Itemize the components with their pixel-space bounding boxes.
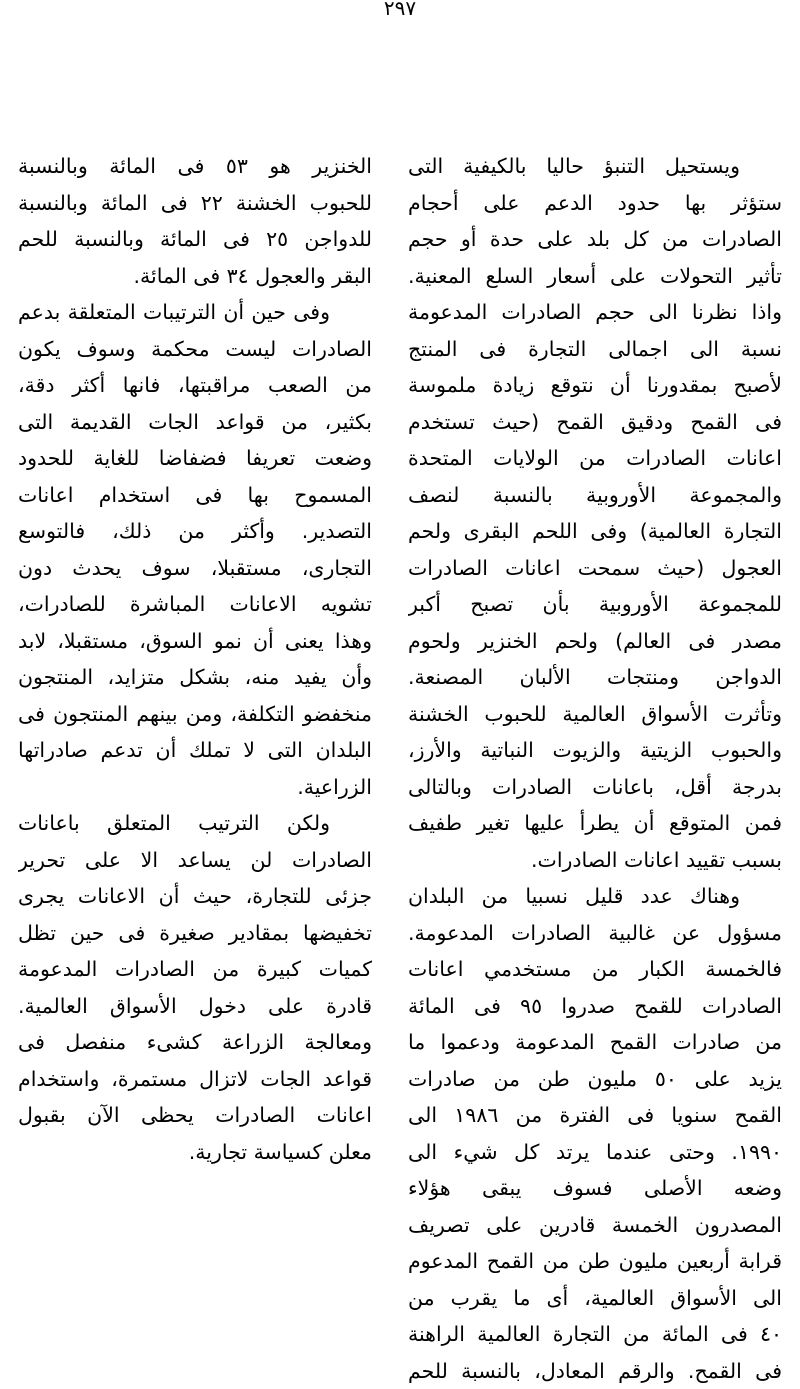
text-line: قادرة على دخول الأسواق العالمية. (18, 988, 372, 1025)
text-line: الصادرات للقمح صدروا ٩٥ فى المائة (408, 988, 782, 1025)
text-line: واذا نظرنا الى حجم الصادرات المدعومة (408, 294, 782, 331)
text-line: الصادرات من كل بلد على حدة أو حجم (408, 221, 782, 258)
text-line: معلن كسياسة تجارية. (18, 1134, 372, 1171)
text-line: ولكن الترتيب المتعلق باعانات (18, 805, 372, 842)
text-line: الصادرات ليست محكمة وسوف يكون (18, 331, 372, 368)
text-line: الدواجن ومنتجات الألبان المصنعة. (408, 659, 782, 696)
text-line: فالخمسة الكبار من مستخدمي اعانات (408, 951, 782, 988)
text-line: اعانات الصادرات يحظى الآن بقبول (18, 1097, 372, 1134)
text-line: الخنزير هو ٥٣ فى المائة وبالنسبة (18, 148, 372, 185)
text-line: وتأثرت الأسواق العالمية للحبوب الخشنة (408, 696, 782, 733)
text-line: كميات كبيرة من الصادرات المدعومة (18, 951, 372, 988)
page-number: ٢٩٧ (0, 0, 800, 20)
text-line: للدواجن ٢٥ فى المائة وبالنسبة للحم (18, 221, 372, 258)
text-line: وفى حين أن الترتيبات المتعلقة بدعم (18, 294, 372, 331)
text-line: قرابة أربعين مليون طن من القمح المدعوم (408, 1243, 782, 1280)
text-line: ومعالجة الزراعة كشىء منفصل فى (18, 1024, 372, 1061)
text-line: للحبوب الخشنة ٢٢ فى المائة وبالنسبة (18, 185, 372, 222)
text-line: المصدرون الخمسة قادرين على تصريف (408, 1207, 782, 1244)
text-line: يزيد على ٥٠ مليون طن من صادرات (408, 1061, 782, 1098)
text-line: ١٩٩٠. وحتى عندما يرتد كل شيء الى (408, 1134, 782, 1171)
text-line: تشويه الاعانات المباشرة للصادرات، (18, 586, 372, 623)
text-line: ويستحيل التنبؤ حاليا بالكيفية التى (408, 148, 782, 185)
text-line: الى الأسواق العالمية، أى ما يقرب من (408, 1280, 782, 1317)
text-line: فى القمح. والرقم المعادل، بالنسبة للحم (408, 1353, 782, 1389)
text-line: وضعت تعريفا فضفاضا للغاية للحدود (18, 440, 372, 477)
text-line: العجول (حيث سمحت اعانات الصادرات (408, 550, 782, 587)
text-line: والمجموعة الأوروبية بالنسبة لنصف (408, 477, 782, 514)
text-line: البلدان التى لا تملك أن تدعم صادراتها (18, 732, 372, 769)
text-line: اعانات الصادرات من الولايات المتحدة (408, 440, 782, 477)
text-line: بسبب تقييد اعانات الصادرات. (408, 842, 782, 879)
text-line: وضعه الأصلى فسوف يبقى هؤلاء (408, 1170, 782, 1207)
text-line: لأصبح بمقدورنا أن نتوقع زيادة ملموسة (408, 367, 782, 404)
text-line: التجارة العالمية) وفى اللحم البقرى ولحم (408, 513, 782, 550)
text-line: فى القمح ودقيق القمح (حيث تستخدم (408, 404, 782, 441)
text-line: التصدير. وأكثر من ذلك، فالتوسع (18, 513, 372, 550)
text-line: ٤٠ فى المائة من التجارة العالمية الراهنة (408, 1316, 782, 1353)
text-line: مصدر فى العالم) ولحم الخنزير ولحوم (408, 623, 782, 660)
text-line: القمح سنويا فى الفترة من ١٩٨٦ الى (408, 1097, 782, 1134)
text-line: مسؤول عن غالبية الصادرات المدعومة. (408, 915, 782, 952)
text-line: تخفيضها بمقادير صغيرة فى حين تظل (18, 915, 372, 952)
left-text-column (18, 148, 372, 1170)
text-line: البقر والعجول ٣٤ فى المائة. (18, 258, 372, 295)
text-line: بكثير، من قواعد الجات القديمة التى (18, 404, 372, 441)
text-line: المسموح بها فى استخدام اعانات (18, 477, 372, 514)
text-line: ستؤثر بها حدود الدعم على أحجام (408, 185, 782, 222)
text-line: التجارى، مستقبلا، سوف يحدث دون (18, 550, 372, 587)
text-line: للمجموعة الأوروبية بأن تصبح أكبر (408, 586, 782, 623)
text-line: والحبوب الزيتية والزيوت النباتية والأرز، (408, 732, 782, 769)
text-line: بدرجة أقل، باعانات الصادرات وبالتالى (408, 769, 782, 806)
text-line: جزئى للتجارة، حيث أن الاعانات يجرى (18, 878, 372, 915)
text-line: الزراعية. (18, 769, 372, 806)
text-line: وأن يفيد منه، بشكل متزايد، المنتجون (18, 659, 372, 696)
right-text-column (408, 148, 782, 1389)
text-line: من صادرات القمح المدعومة ودعموا ما (408, 1024, 782, 1061)
text-line: منخفضو التكلفة، ومن بينهم المنتجون فى (18, 696, 372, 733)
text-line: وهناك عدد قليل نسبيا من البلدان (408, 878, 782, 915)
text-line: فمن المتوقع أن يطرأ عليها تغير طفيف (408, 805, 782, 842)
text-line: قواعد الجات لاتزال مستمرة، واستخدام (18, 1061, 372, 1098)
text-line: الصادرات لن يساعد الا على تحرير (18, 842, 372, 879)
text-line: تأثير التحولات على أسعار السلع المعنية. (408, 258, 782, 295)
text-line: من الصعب مراقبتها، فانها أكثر دقة، (18, 367, 372, 404)
text-line: نسبة الى اجمالى التجارة فى المنتج (408, 331, 782, 368)
text-line: وهذا يعنى أن نمو السوق، مستقبلا، لابد (18, 623, 372, 660)
